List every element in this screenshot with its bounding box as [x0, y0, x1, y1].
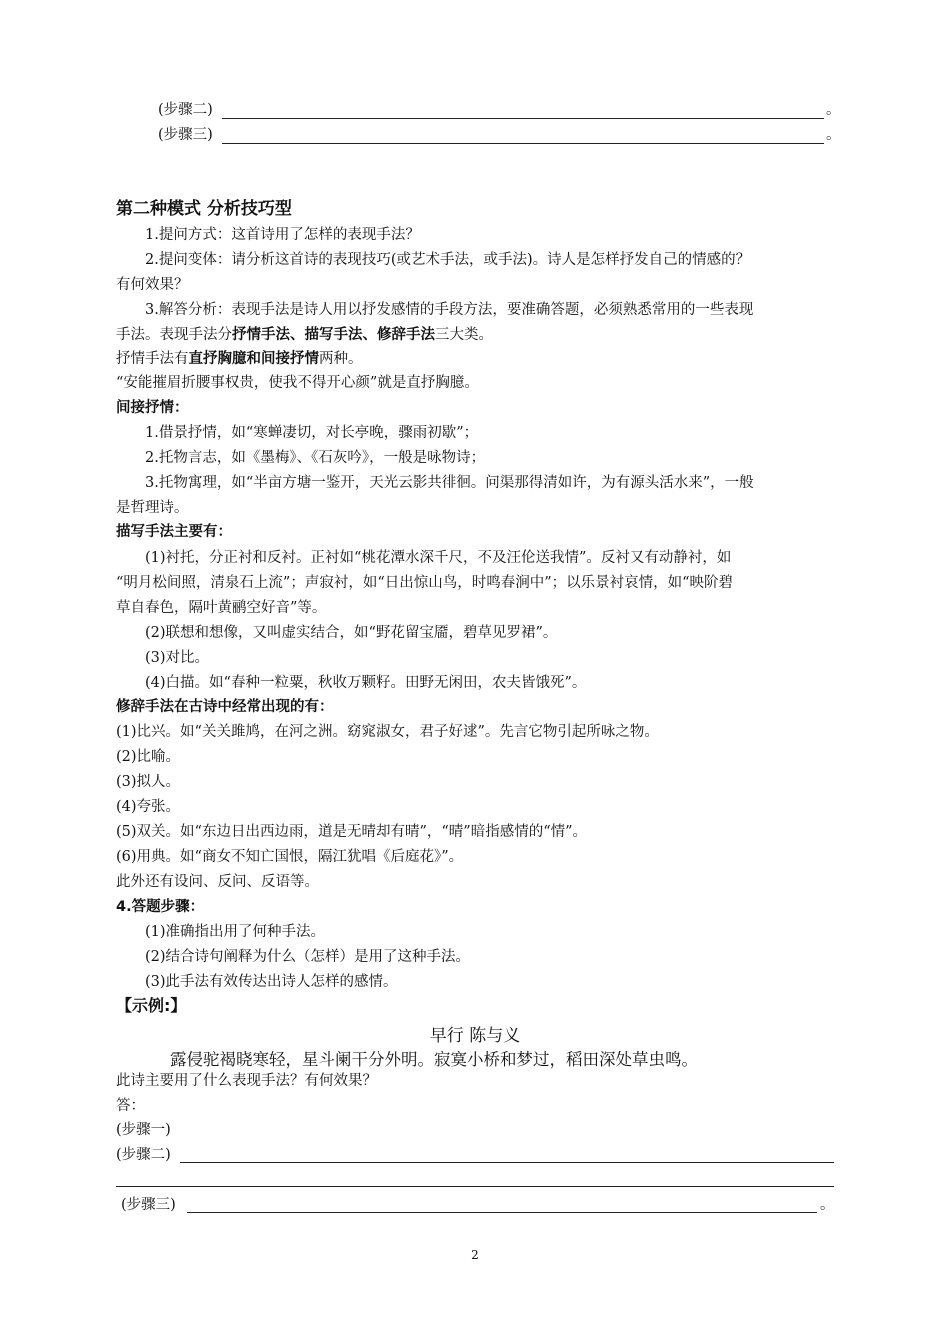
rhetoric-item-2: (2)比喻。 — [116, 749, 181, 765]
analysis-pre: 手法。表现手法分 — [116, 327, 232, 343]
rhetoric-item-3: (3)拟人。 — [116, 774, 181, 790]
description-item-1-line1: (1)衬托，分正衬和反衬。正衬如“桃花潭水深千尺，不及汪伦送我情”。反衬又有动静衬，如 — [145, 550, 732, 566]
example-tag: 【示例:】 — [116, 996, 187, 1015]
lyric-bold: 直抒胸臆和间接抒情 — [188, 351, 319, 367]
indirect-item-1: 1.借景抒情，如“寒蝉凄切，对长亭晚，骤雨初歇”； — [145, 425, 479, 441]
example-question: 此诗主要用了什么表现手法？有何效果？ — [116, 1073, 377, 1089]
step-item-2: (2)结合诗句阐释为什么（怎样）是用了这种手法。 — [145, 949, 471, 965]
step-item-3: (3)此手法有效传达出诗人怎样的感情。 — [145, 974, 398, 990]
example-step2-answer-line[interactable] — [180, 1162, 834, 1163]
rhetoric-item-4: (4)夸张。 — [116, 799, 181, 815]
question-variant-line1: 2.提问变体：请分析这首诗的表现技巧(或艺术手法，或手法)。诗人是怎样抒发自己的情感的？ — [145, 252, 751, 268]
rhetoric-item-1: (1)比兴。如“关关雎鸠，在河之洲。窈窕淑女，君子好逑”。先言它物引起所咏之物。 — [116, 724, 659, 740]
description-item-2: (2)联想和想像，又叫虚实结合，如“野花留宝靥，碧草见罗裙”。 — [145, 625, 558, 641]
poem-text: 露侵驼褐晓寒轻，星斗阑干分外明。寂寞小桥和梦过，稻田深处草虫鸣。 — [170, 1050, 698, 1069]
description-item-4: (4)白描。如“春种一粒粟，秋收万颗籽。田野无闲田，农夫皆饿死”。 — [145, 675, 587, 691]
analysis-post: 三大类。 — [435, 327, 493, 343]
poem-title: 早行 陈与义 — [429, 1026, 521, 1046]
top-step3-label: (步骤三) — [158, 127, 213, 143]
indirect-item-3-line2: 是哲理诗。 — [116, 500, 189, 516]
step-item-1: (1)准确指出用了何种手法。 — [145, 924, 326, 940]
description-item-1-line3: 草自春色，隔叶黄鹂空好音”等。 — [116, 600, 327, 616]
example-step3-answer-line[interactable] — [187, 1212, 817, 1213]
answer-label: 答： — [116, 1098, 145, 1114]
example-step2-label: (步骤二) — [116, 1147, 171, 1163]
rhetoric-item-5: (5)双关。如“东边日出西边雨，道是无晴却有晴”，“晴”暗指感情的“情”。 — [116, 824, 588, 840]
indirect-heading: 间接抒情： — [116, 400, 189, 416]
example-step3-label: (步骤三) — [121, 1197, 176, 1213]
description-heading: 描写手法主要有： — [116, 524, 232, 540]
section-heading: 第二种模式 分析技巧型 — [116, 199, 292, 219]
top-step3-end: 。 — [826, 127, 841, 143]
direct-lyric: “安能摧眉折腰事权贵，使我不得开心颜”就是直抒胸臆。 — [116, 375, 479, 391]
top-step2-label: (步骤二) — [158, 102, 213, 118]
lyric-post: 两种。 — [319, 351, 363, 367]
lyric-pre: 抒情手法有 — [116, 351, 189, 367]
question-format: 1.提问方式：这首诗用了怎样的表现手法？ — [145, 227, 420, 243]
top-step3-answer-line[interactable] — [222, 143, 824, 144]
example-step2-answer-line-2[interactable] — [116, 1186, 834, 1187]
analysis-bold: 抒情手法、描写手法、修辞手法 — [232, 327, 435, 343]
rhetoric-more: 此外还有设问、反问、反语等。 — [116, 874, 319, 890]
top-step2-end: 。 — [826, 102, 841, 118]
description-item-3: (3)对比。 — [145, 650, 210, 666]
indirect-item-3-line1: 3.托物寓理，如“半亩方塘一鉴开，天光云影共徘徊。问渠那得清如许，为有源头活水来”，一般 — [145, 475, 754, 491]
example-step3-end: 。 — [820, 1197, 835, 1213]
rhetoric-item-6: (6)用典。如“商女不知亡国恨，隔江犹唱《后庭花》”。 — [116, 849, 464, 865]
question-variant-line2: 有何效果？ — [116, 277, 189, 293]
analysis-line1: 3.解答分析：表现手法是诗人用以抒发感情的手段方法，要准确答题，必须熟悉常用的一些表现 — [145, 302, 754, 318]
page-number: 2 — [471, 1248, 479, 1262]
analysis-line2 — [116, 326, 493, 344]
rhetoric-heading: 修辞手法在古诗中经常出现的有： — [116, 699, 334, 715]
steps-heading: 4.答题步骤： — [116, 899, 205, 915]
indirect-item-2: 2.托物言志，如《墨梅》、《石灰吟》，一般是咏物诗； — [145, 450, 486, 466]
top-step2-answer-line[interactable] — [222, 118, 824, 119]
lyric-methods — [116, 350, 363, 368]
example-step1-label: (步骤一) — [116, 1122, 171, 1138]
description-item-1-line2: “明月松间照，清泉石上流”；声寂衬，如“日出惊山鸟，时鸣春涧中”；以乐景衬哀情，如“映阶碧 — [116, 575, 734, 591]
